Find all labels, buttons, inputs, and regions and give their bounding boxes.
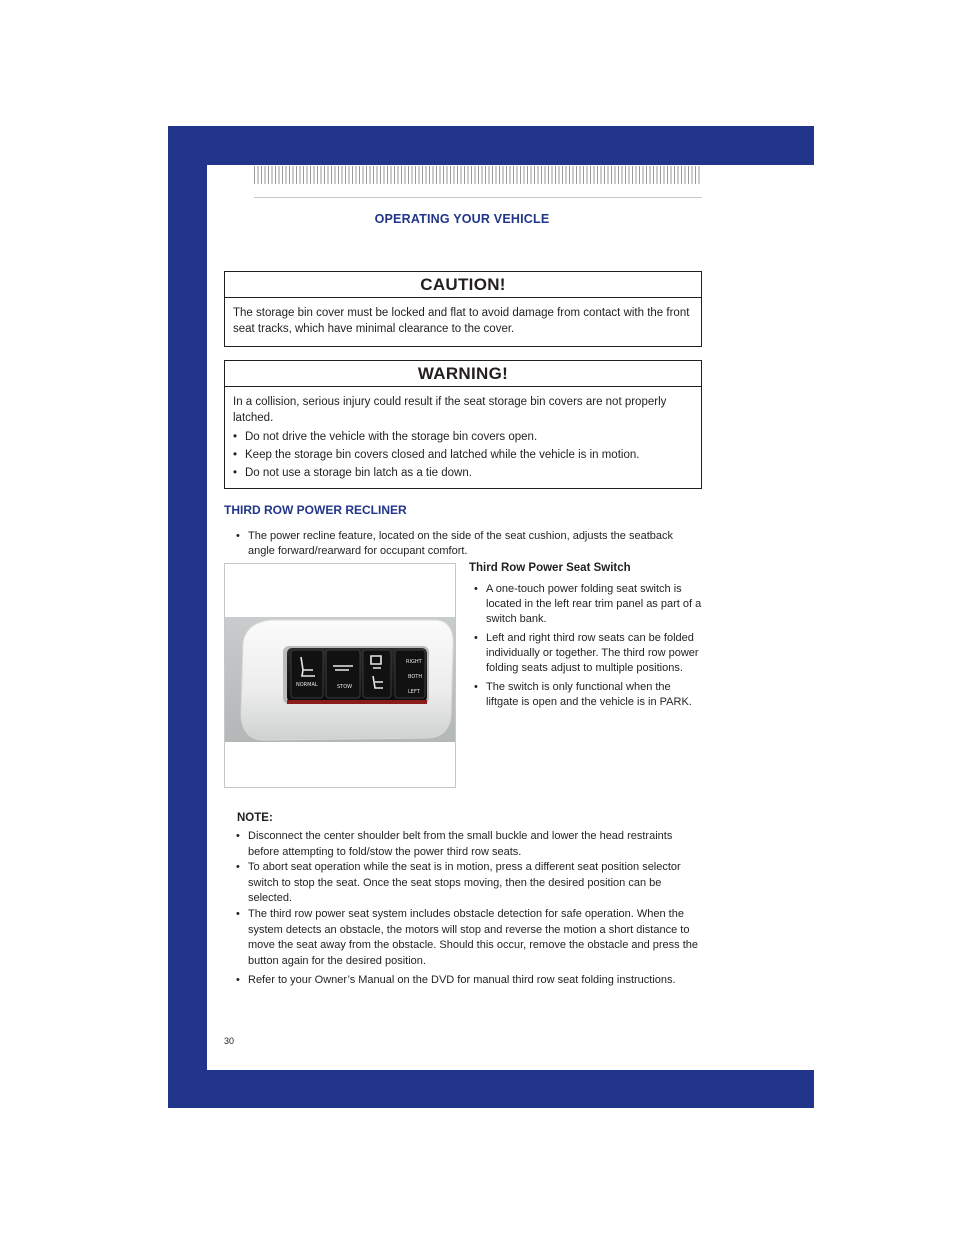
caution-text: The storage bin cover must be locked and flat to avoid damage from contact with the front seat tracks, which have minimal clearance to the cover. [233, 307, 690, 335]
switch-item: • Left and right third row seats can be folded individually or together. The third row power folding seats adjust to multiple positions. [474, 631, 702, 676]
switch-item: • A one-touch power folding seat switch is located in the left rear trim panel as part of a switch bank. [474, 582, 702, 627]
warning-item: • Do not use a storage bin latch as a tie down. [233, 464, 692, 482]
note-item: • The third row power seat system includes obstacle detection for safe operation. When the system detects an obstacle, the motors will stop and reverse the motion a short distance to move the seat away from the obstacle. Should this occur, remove the obstacle and press the button again for the desired position. [236, 907, 706, 969]
caution-box [224, 271, 702, 347]
warning-title: WARNING! [225, 361, 701, 387]
note-item: • Refer to your Owner’s Manual on the DVD for manual third row seat folding instructions. [236, 973, 706, 989]
seat-switch-photo [224, 563, 456, 788]
both-label: BOTH [408, 674, 423, 680]
header-tick-rule [254, 166, 702, 184]
normal-label: NORMAL [296, 682, 318, 688]
note-list [236, 829, 706, 989]
warning-item: • Do not drive the vehicle with the storage bin covers open. [233, 428, 692, 446]
recliner-list [236, 529, 702, 559]
warning-body [225, 387, 701, 488]
warning-item: • Keep the storage bin covers closed and latched while the vehicle is in motion. [233, 446, 692, 464]
recliner-title: THIRD ROW POWER RECLINER [224, 503, 407, 517]
stow-label: STOW [337, 684, 353, 690]
note-item: • To abort seat operation while the seat is in motion, press a different seat position selector switch to stop the seat. Once the seat stops moving, then the desired position can be selected. [236, 860, 706, 907]
warning-text: In a collision, serious injury could result if the seat storage bin covers are not properly latched. [233, 396, 667, 424]
section-title: OPERATING YOUR VEHICLE [374, 212, 550, 226]
seat-switch-illustration [225, 564, 456, 788]
recliner-bullet: • The power recline feature, located on the side of the seat cushion, adjusts the seatback angle forward/rearward for occupant comfort. [236, 529, 702, 559]
page-number: 30 [224, 1036, 235, 1046]
warning-box [224, 360, 702, 489]
header-divider [254, 197, 702, 198]
left-label: LEFT [408, 689, 420, 695]
caution-title: CAUTION! [225, 272, 701, 298]
warning-list [233, 428, 692, 482]
switch-item: • The switch is only functional when the liftgate is open and the vehicle is in PARK. [474, 680, 702, 710]
note-title: NOTE: [237, 812, 273, 824]
right-label: RIGHT [406, 659, 422, 665]
switch-list [474, 582, 702, 714]
note-item: • Disconnect the center shoulder belt from the small buckle and lower the head restraints before attempting to fold/stow the power third row seats. [236, 829, 706, 860]
switch-title: Third Row Power Seat Switch [469, 562, 631, 574]
